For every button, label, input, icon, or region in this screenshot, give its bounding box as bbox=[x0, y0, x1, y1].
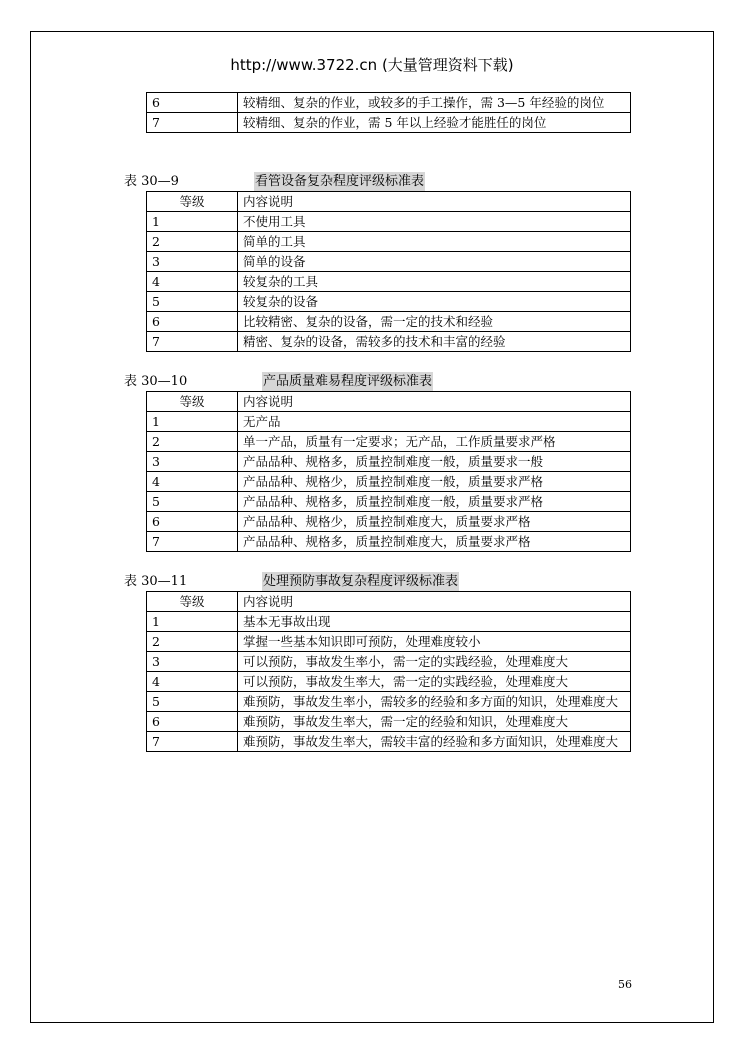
header-desc: 内容说明 bbox=[238, 192, 631, 212]
table-row bbox=[147, 252, 631, 272]
desc-cell: 简单的工具 bbox=[238, 232, 631, 252]
desc-cell: 可以预防，事故发生率小，需一定的实践经验，处理难度大 bbox=[238, 652, 631, 672]
header-desc: 内容说明 bbox=[238, 392, 631, 412]
desc-cell: 基本无事故出现 bbox=[238, 612, 631, 632]
table-row bbox=[147, 432, 631, 452]
table-row bbox=[147, 632, 631, 652]
level-cell: 5 bbox=[147, 692, 238, 712]
table-row bbox=[147, 312, 631, 332]
table-30-11 bbox=[146, 591, 631, 752]
desc-cell: 产品品种、规格多，质量控制难度一般，质量要求一般 bbox=[238, 452, 631, 472]
table-row bbox=[147, 212, 631, 232]
page-header-url: http://www.3722.cn (大量管理资料下载) bbox=[230, 56, 514, 74]
desc-cell: 不使用工具 bbox=[238, 212, 631, 232]
table-row bbox=[147, 452, 631, 472]
desc-cell: 较复杂的设备 bbox=[238, 292, 631, 312]
table-30-10 bbox=[146, 391, 631, 552]
level-cell: 2 bbox=[147, 632, 238, 652]
table-row bbox=[147, 472, 631, 492]
desc-cell: 较复杂的工具 bbox=[238, 272, 631, 292]
table-row bbox=[147, 532, 631, 552]
level-cell: 4 bbox=[147, 672, 238, 692]
desc-cell: 比较精密、复杂的设备，需一定的技术和经验 bbox=[238, 312, 631, 332]
level-cell: 6 bbox=[147, 93, 238, 113]
desc-cell: 难预防，事故发生率大，需较丰富的经验和多方面知识，处理难度大 bbox=[238, 732, 631, 752]
level-cell: 3 bbox=[147, 652, 238, 672]
level-cell: 2 bbox=[147, 232, 238, 252]
level-cell: 5 bbox=[147, 292, 238, 312]
table-row bbox=[147, 492, 631, 512]
table-row bbox=[147, 232, 631, 252]
desc-cell: 较精细、复杂的作业，需 5 年以上经验才能胜任的岗位 bbox=[238, 113, 631, 133]
table-row bbox=[147, 412, 631, 432]
desc-cell: 单一产品，质量有一定要求；无产品，工作质量要求严格 bbox=[238, 432, 631, 452]
level-cell: 3 bbox=[147, 452, 238, 472]
table-continued bbox=[146, 92, 631, 133]
desc-cell: 难预防，事故发生率小，需较多的经验和多方面的知识，处理难度大 bbox=[238, 692, 631, 712]
level-cell: 1 bbox=[147, 412, 238, 432]
level-cell: 6 bbox=[147, 712, 238, 732]
level-cell: 7 bbox=[147, 732, 238, 752]
table-title: 产品质量难易程度评级标准表 bbox=[263, 374, 433, 389]
level-cell: 5 bbox=[147, 492, 238, 512]
header-level: 等级 bbox=[147, 592, 238, 612]
level-cell: 7 bbox=[147, 532, 238, 552]
level-cell: 6 bbox=[147, 312, 238, 332]
desc-cell: 较精细、复杂的作业，或较多的手工操作，需 3—5 年经验的岗位 bbox=[238, 93, 631, 113]
table-row bbox=[147, 692, 631, 712]
desc-cell: 产品品种、规格少，质量控制难度一般，质量要求严格 bbox=[238, 472, 631, 492]
table-title: 处理预防事故复杂程度评级标准表 bbox=[263, 574, 459, 589]
table-row bbox=[147, 113, 631, 133]
table-number: 表 30—11 bbox=[124, 574, 188, 589]
table-row bbox=[147, 272, 631, 292]
table-row bbox=[147, 332, 631, 352]
table-header-row bbox=[147, 192, 631, 212]
desc-cell: 产品品种、规格多，质量控制难度大，质量要求严格 bbox=[238, 532, 631, 552]
table-header-row bbox=[147, 392, 631, 412]
level-cell: 4 bbox=[147, 272, 238, 292]
desc-cell: 掌握一些基本知识即可预防，处理难度较小 bbox=[238, 632, 631, 652]
table-row bbox=[147, 292, 631, 312]
table-row bbox=[147, 612, 631, 632]
table-row bbox=[147, 652, 631, 672]
table-row bbox=[147, 93, 631, 113]
table-row bbox=[147, 712, 631, 732]
table-30-9 bbox=[146, 191, 631, 352]
level-cell: 7 bbox=[147, 332, 238, 352]
header-level: 等级 bbox=[147, 192, 238, 212]
table-title: 看管设备复杂程度评级标准表 bbox=[255, 174, 425, 189]
level-cell: 6 bbox=[147, 512, 238, 532]
level-cell: 2 bbox=[147, 432, 238, 452]
level-cell: 3 bbox=[147, 252, 238, 272]
level-cell: 4 bbox=[147, 472, 238, 492]
table-row bbox=[147, 732, 631, 752]
level-cell: 7 bbox=[147, 113, 238, 133]
desc-cell: 难预防，事故发生率大，需一定的经验和知识，处理难度大 bbox=[238, 712, 631, 732]
header-level: 等级 bbox=[147, 392, 238, 412]
table-number: 表 30—10 bbox=[124, 374, 188, 389]
desc-cell: 简单的设备 bbox=[238, 252, 631, 272]
table-header-row bbox=[147, 592, 631, 612]
header-desc: 内容说明 bbox=[238, 592, 631, 612]
desc-cell: 产品品种、规格少，质量控制难度大，质量要求严格 bbox=[238, 512, 631, 532]
desc-cell: 可以预防，事故发生率大，需一定的实践经验，处理难度大 bbox=[238, 672, 631, 692]
page-number: 56 bbox=[618, 978, 632, 991]
table-row bbox=[147, 672, 631, 692]
table-number: 表 30—9 bbox=[124, 174, 179, 189]
level-cell: 1 bbox=[147, 612, 238, 632]
table-row bbox=[147, 512, 631, 532]
level-cell: 1 bbox=[147, 212, 238, 232]
desc-cell: 无产品 bbox=[238, 412, 631, 432]
desc-cell: 精密、复杂的设备，需较多的技术和丰富的经验 bbox=[238, 332, 631, 352]
desc-cell: 产品品种、规格多，质量控制难度一般，质量要求严格 bbox=[238, 492, 631, 512]
